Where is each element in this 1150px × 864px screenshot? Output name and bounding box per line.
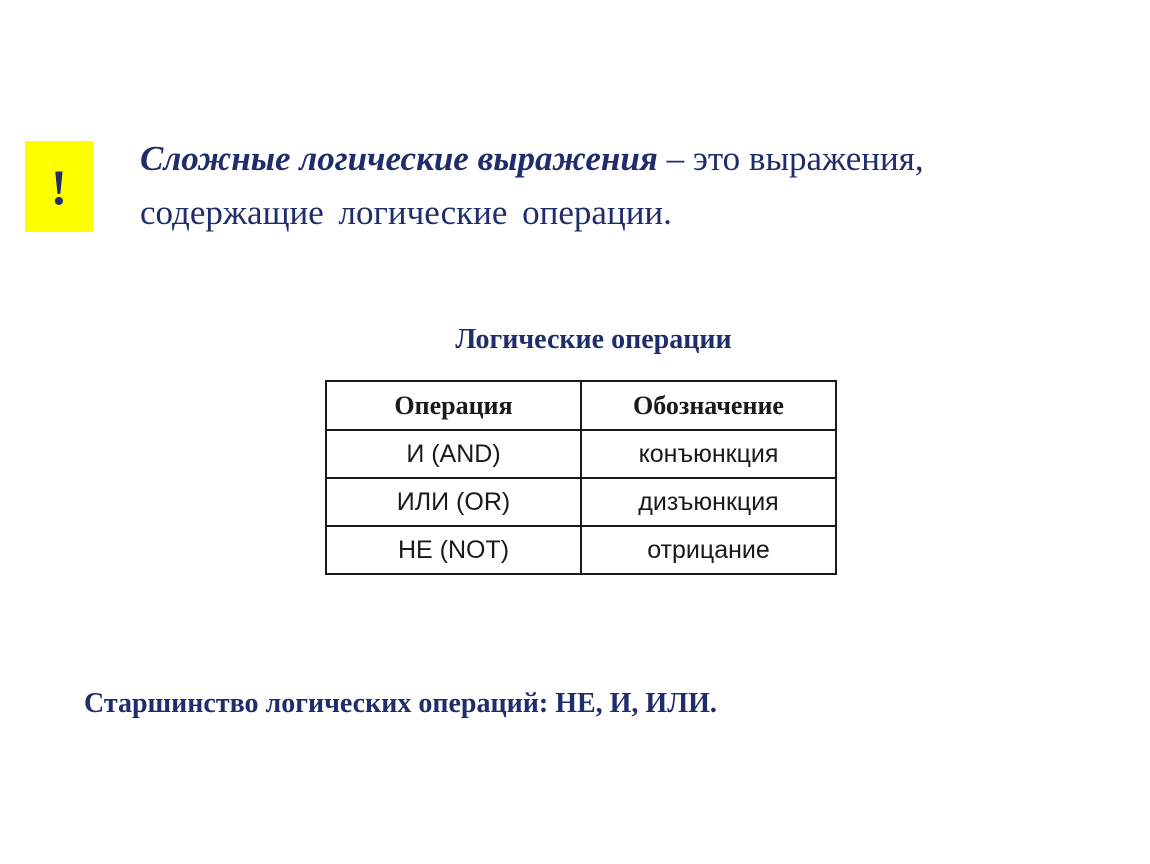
table-row [326,478,836,526]
note-badge [25,141,93,232]
definition-line-1 [140,132,1040,186]
table-title: Логические операции [455,324,732,355]
precedence-note: Старшинство логических операций: НЕ, И, ИЛИ. [84,688,717,719]
definition-line-2: содержащие логические операции. [140,193,672,232]
operations-table [325,380,837,575]
cell-notation: дизъюнкция [581,478,836,526]
exclamation-icon: ! [50,158,68,215]
table-header-row [326,381,836,430]
definition-rest: – это выражения, [657,139,924,178]
table-row [326,526,836,574]
cell-operation: ИЛИ (OR) [326,478,581,526]
cell-notation: отрицание [581,526,836,574]
table-row [326,430,836,478]
cell-notation: конъюнкция [581,430,836,478]
cell-operation: НЕ (NOT) [326,526,581,574]
cell-operation: И (AND) [326,430,581,478]
header-operation: Операция [326,381,581,430]
definition-text [140,132,1040,240]
definition-term: Сложные логические выражения [140,139,658,178]
header-notation: Обозначение [581,381,836,430]
